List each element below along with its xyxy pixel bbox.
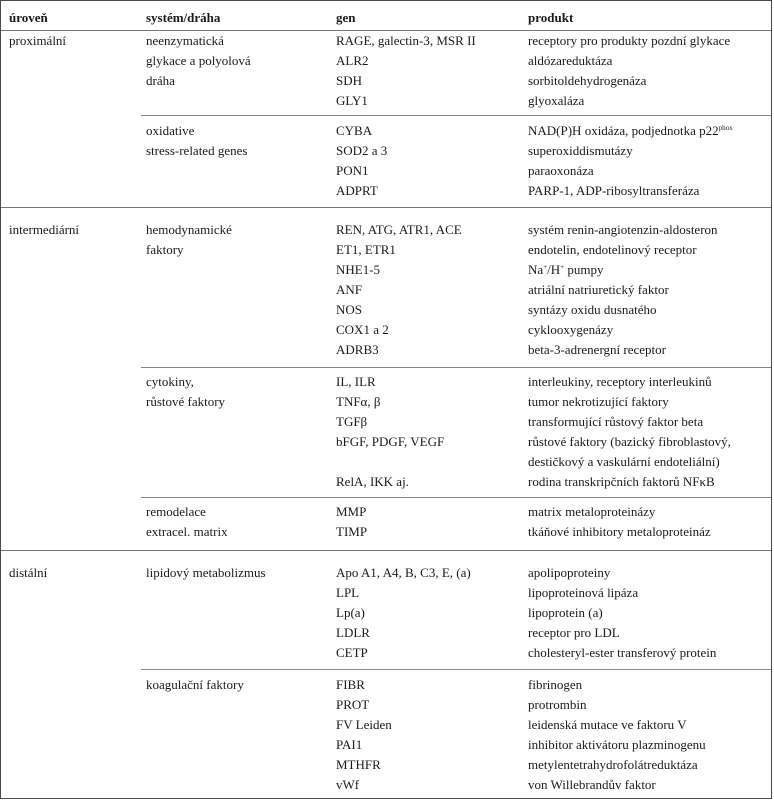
table-row — [1, 472, 771, 492]
product-cell: paraoxonáza — [528, 163, 594, 178]
gene-cell: ADPRT — [336, 183, 378, 198]
product-cell: apolipoproteiny — [528, 565, 611, 580]
group-rule — [141, 669, 771, 670]
product-cell: receptory pro produkty pozdní glykace — [528, 33, 731, 48]
gene-cell: Lp(a) — [336, 605, 365, 620]
table-row — [1, 643, 771, 663]
product-cell: endotelin, endotelinový receptor — [528, 242, 697, 257]
system-label: faktory — [146, 242, 184, 257]
product-cell: Na+/H+ pumpy — [528, 262, 604, 277]
gene-cell: SOD2 a 3 — [336, 143, 388, 158]
product-cell: PARP-1, ADP-ribosyltransferáza — [528, 183, 700, 198]
group-rule — [141, 367, 771, 368]
gene-cell: RelA, IKK aj. — [336, 474, 409, 489]
product-cell: lipoproteinová lipáza — [528, 585, 639, 600]
superscript: phox — [718, 124, 733, 132]
table-row — [1, 300, 771, 320]
gene-cell: NHE1-5 — [336, 262, 381, 277]
table-header — [1, 10, 771, 28]
gene-cell: LDLR — [336, 625, 370, 640]
product-cell: beta-3-adrenergní receptor — [528, 342, 666, 357]
table-row — [1, 392, 771, 412]
header-gene: gen — [336, 10, 356, 25]
gene-cell: TNFα, β — [336, 394, 381, 409]
table-row — [1, 412, 771, 432]
gene-cell: FIBR — [336, 677, 365, 692]
product-cell: rodina transkripčních faktorů NFκB — [528, 474, 715, 489]
product-cell: růstové faktory (bazický fibroblastový, — [528, 434, 731, 449]
product-cell: destičkový a vaskulární endoteliální) — [528, 454, 720, 469]
product-cell: superoxiddismutázy — [528, 143, 633, 158]
gene-cell: RAGE, galectin-3, MSR II — [336, 33, 476, 48]
product-cell: transformující růstový faktor beta — [528, 414, 704, 429]
table-row — [1, 91, 771, 111]
table-row — [1, 735, 771, 755]
product-cell: syntázy oxidu dusnatého — [528, 302, 657, 317]
table-row — [1, 372, 771, 392]
gene-cell: ET1, ETR1 — [336, 242, 396, 257]
gene-cell: CYBA — [336, 123, 373, 138]
table-row — [1, 522, 771, 542]
product-cell: lipoprotein (a) — [528, 605, 603, 620]
gene-cell: TIMP — [336, 524, 368, 539]
product-cell: von Willebrandův faktor — [528, 777, 656, 792]
table-row — [1, 280, 771, 300]
gene-cell: SDH — [336, 73, 363, 88]
system-label: koagulační faktory — [146, 677, 244, 692]
table-row — [1, 220, 771, 240]
product-cell: NAD(P)H oxidáza, podjednotka $p22^{phox}$ — [528, 123, 733, 138]
table-row — [1, 141, 771, 161]
product-cell: aldózareduktáza — [528, 53, 613, 68]
product-cell: tkáňové inhibitory metaloproteináz — [528, 524, 711, 539]
gene-cell: Apo A1, A4, B, C3, E, (a) — [336, 565, 471, 580]
header-system: systém/dráha — [146, 10, 221, 25]
table-row — [1, 340, 771, 360]
gene-cell: vWf — [336, 777, 360, 792]
level-label: proximální — [9, 33, 67, 48]
system-label: cytokiny, — [146, 374, 194, 389]
level-label: intermediární — [9, 222, 80, 237]
gene-cell: MTHFR — [336, 757, 381, 772]
table-row — [1, 715, 771, 735]
product-cell: receptor pro LDL — [528, 625, 620, 640]
table-row — [1, 121, 771, 141]
gene-cell: COX1 a 2 — [336, 322, 389, 337]
table-row — [1, 583, 771, 603]
product-cell: cholesteryl-ester transferový protein — [528, 645, 717, 660]
gene-cell: CETP — [336, 645, 368, 660]
product-cell: inhibitor aktivátoru plazminogenu — [528, 737, 706, 752]
system-label: extracel. matrix — [146, 524, 228, 539]
table-row — [1, 240, 771, 260]
product-cell: systém renin-angiotenzin-aldosteron — [528, 222, 718, 237]
system-label: remodelace — [146, 504, 206, 519]
product-cell: sorbitoldehydrogenáza — [528, 73, 647, 88]
system-label: lipidový metabolizmus — [146, 565, 266, 580]
table-row — [1, 623, 771, 643]
system-label: růstové faktory — [146, 394, 226, 409]
table-row — [1, 31, 771, 51]
product-cell: metylentetrahydrofolátreduktáza — [528, 757, 698, 772]
section-rule — [1, 207, 771, 208]
system-label: hemodynamické — [146, 222, 232, 237]
system-label: oxidative — [146, 123, 195, 138]
system-label: glykace a polyolová — [146, 53, 251, 68]
gene-cell: GLY1 — [336, 93, 368, 108]
table-row — [1, 51, 771, 71]
group-rule — [141, 497, 771, 498]
table-row — [1, 603, 771, 623]
product-cell: matrix metaloproteinázy — [528, 504, 656, 519]
product-cell: glyoxaláza — [528, 93, 585, 108]
gene-cell: PAI1 — [336, 737, 363, 752]
gene-cell: NOS — [336, 302, 363, 317]
product-cell: cyklooxygenázy — [528, 322, 614, 337]
system-label: stress-related genes — [146, 143, 248, 158]
table-row — [1, 775, 771, 795]
product-cell: fibrinogen — [528, 677, 583, 692]
gene-cell: ANF — [336, 282, 363, 297]
product-cell: interleukiny, receptory interleukinů — [528, 374, 712, 389]
table-row — [1, 181, 771, 201]
table-row — [1, 675, 771, 695]
gene-cell: IL, ILR — [336, 374, 376, 389]
header-level: úroveň — [9, 10, 48, 25]
gene-cell: PROT — [336, 697, 370, 712]
gene-cell: ADRB3 — [336, 342, 379, 357]
table-row — [1, 502, 771, 522]
table-row — [1, 695, 771, 715]
group-rule — [141, 115, 771, 116]
table-row — [1, 260, 771, 280]
gene-cell: bFGF, PDGF, VEGF — [336, 434, 445, 449]
gene-cell: ALR2 — [336, 53, 369, 68]
gene-cell: REN, ATG, ATR1, ACE — [336, 222, 462, 237]
product-cell: tumor nekrotizující faktory — [528, 394, 669, 409]
system-label: dráha — [146, 73, 175, 88]
level-label: distální — [9, 565, 48, 580]
table-row — [1, 71, 771, 91]
section-rule — [1, 550, 771, 551]
gene-cell: LPL — [336, 585, 360, 600]
product-cell: atriální natriuretický faktor — [528, 282, 669, 297]
product-cell: protrombin — [528, 697, 587, 712]
table-row — [1, 320, 771, 340]
table-row — [1, 755, 771, 775]
table-row — [1, 563, 771, 583]
gene-cell: FV Leiden — [336, 717, 392, 732]
gene-cell: PON1 — [336, 163, 369, 178]
gene-cell: MMP — [336, 504, 367, 519]
gene-cell: TGFβ — [336, 414, 368, 429]
table-row — [1, 161, 771, 181]
product-cell: leidenská mutace ve faktoru V — [528, 717, 687, 732]
table-row-continuation — [1, 452, 771, 472]
table-row — [1, 432, 771, 452]
system-label: neenzymatická — [146, 33, 224, 48]
header-product: produkt — [528, 10, 574, 25]
